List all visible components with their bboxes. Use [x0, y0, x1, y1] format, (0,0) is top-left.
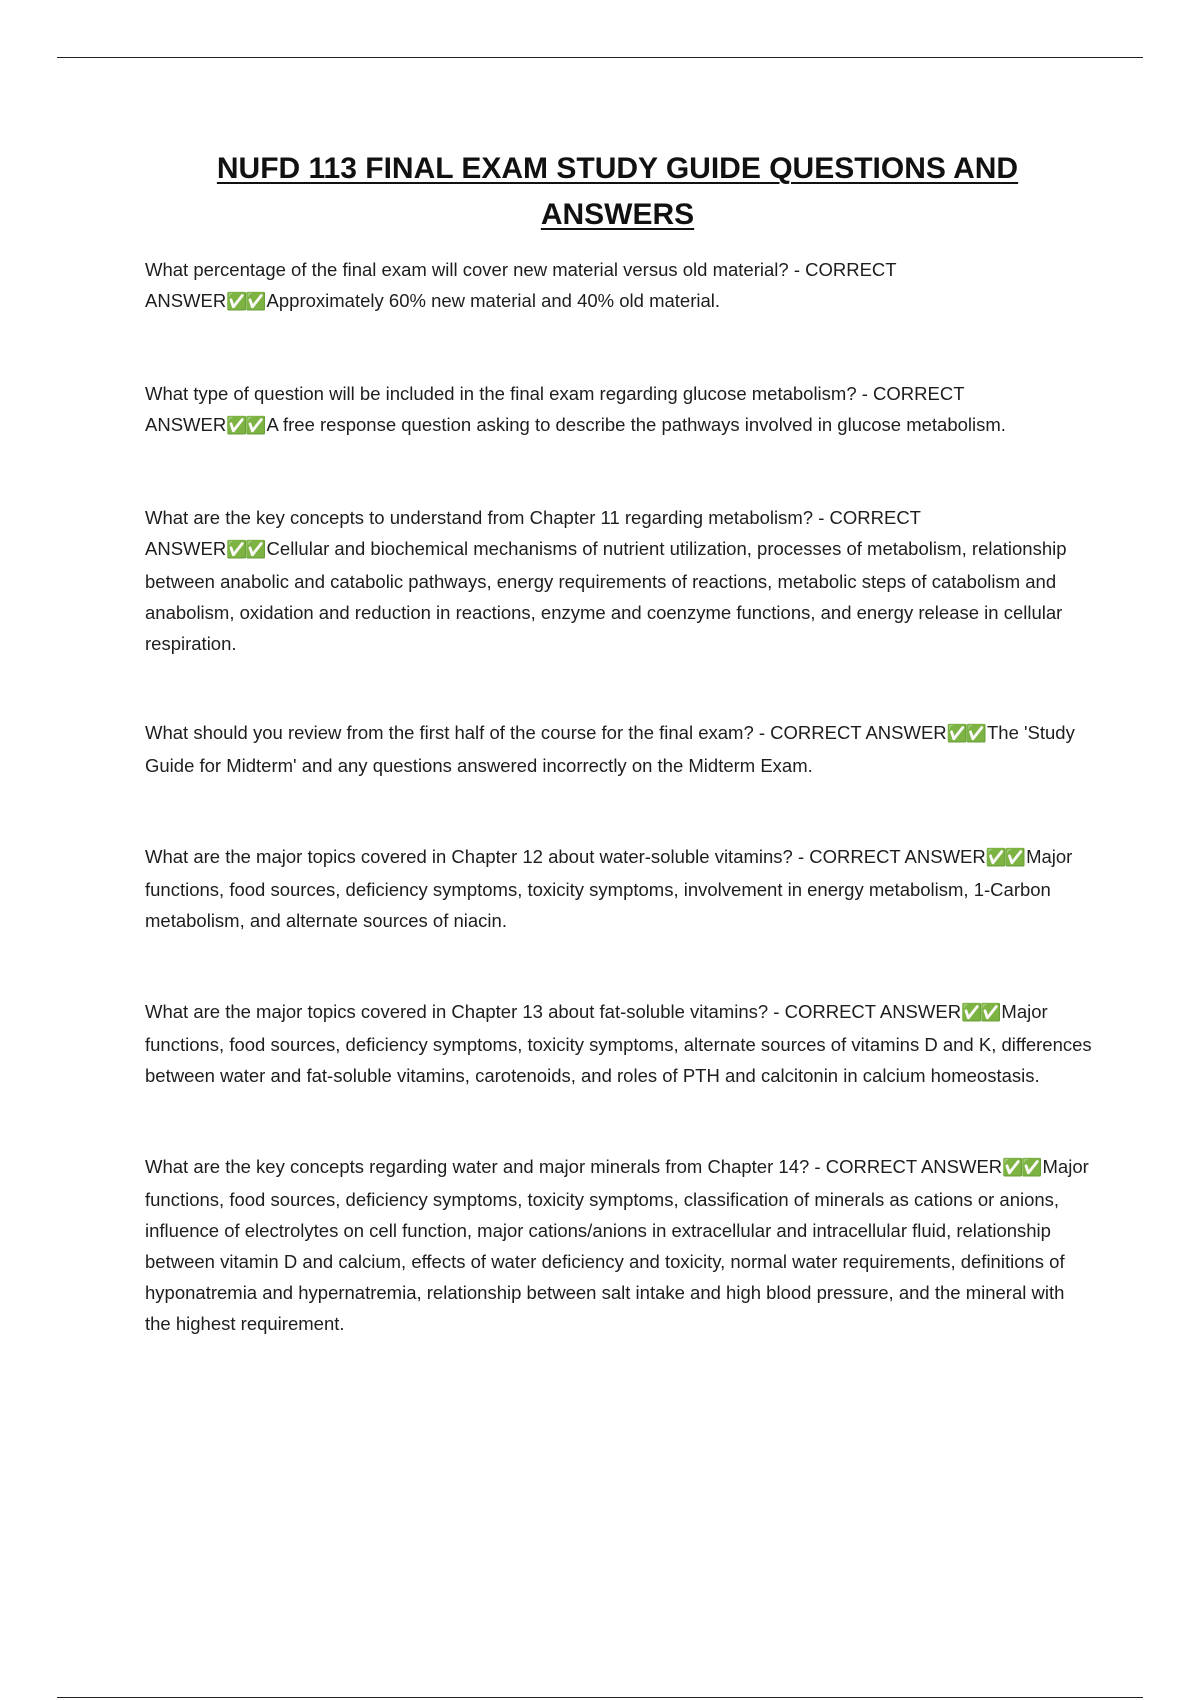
- qa-list: [145, 254, 1095, 1399]
- answer-text: Major functions, food sources, deficiency symptoms, toxicity symptoms, involvement in energy metabolism, 1-Carbon metabolism, and alternate sources of niacin.: [145, 846, 1073, 931]
- bottom-divider: [57, 1697, 1143, 1698]
- answer-text: The 'Study Guide for Midterm' and any questions answered incorrectly on the Midterm Exam.: [145, 722, 1075, 776]
- double-check-icon: ✅✅: [985, 848, 1025, 868]
- answer-label: ANSWER: [865, 722, 947, 743]
- answer-text: Cellular and biochemical mechanisms of nutrient utilization, processes of metabolism, relationship between anabolic and catabolic pathways, energy requirements of reactions, metabolic steps of catabolism and anabolism, oxidation and reduction in reactions, enzyme and coenzyme functions, and energy release in cellular respiration.: [145, 538, 1067, 654]
- double-check-icon: ✅✅: [226, 292, 265, 312]
- question-text: What are the major topics covered in Chapter 13 about fat-soluble vitamins? - CORRECT: [145, 1001, 876, 1022]
- double-check-icon: ✅✅: [946, 724, 985, 744]
- answer-text: Major functions, food sources, deficiency symptoms, toxicity symptoms, alternate sources of vitamins D and K, differences between water and fat-soluble vitamins, carotenoids, and roles of PTH and calcitonin in calcium homeostasis.: [145, 1001, 1092, 1086]
- question-text: What should you review from the first half of the course for the final exam? - CORRECT: [145, 722, 862, 743]
- answer-label: ANSWER: [145, 414, 227, 435]
- answer-label: ANSWER: [904, 846, 986, 867]
- answer-text: A free response question asking to describe the pathways involved in glucose metabolism.: [266, 414, 1006, 435]
- question-text: What type of question will be included in the final exam regarding glucose metabolism? - CORRECT: [145, 383, 965, 404]
- qa-item: [145, 378, 1095, 442]
- qa-item: [145, 254, 1095, 318]
- qa-item: [145, 1151, 1095, 1339]
- answer-text: Approximately 60% new material and 40% old material.: [266, 290, 721, 311]
- top-divider: [57, 57, 1143, 58]
- qa-item: [145, 841, 1095, 936]
- answer-label: ANSWER: [145, 538, 227, 559]
- answer-text: Major functions, food sources, deficiency symptoms, toxicity symptoms, classification of minerals as cations or anions, influence of electrolytes on cell function, major cations/anions in extracellular and intracellular fluid, relationship between vitamin D and calcium, effects of water deficiency and toxicity, normal water requirements, definitions of hyponatremia and hypernatremia, relationship between salt intake and high blood pressure, and the mineral with the highest requirement.: [145, 1156, 1089, 1334]
- question-text: What are the key concepts regarding water and major minerals from Chapter 14? - CORRECT: [145, 1156, 917, 1177]
- qa-item: [145, 502, 1095, 659]
- double-check-icon: ✅✅: [226, 540, 265, 560]
- qa-item: [145, 717, 1095, 781]
- double-check-icon: ✅✅: [1002, 1158, 1041, 1178]
- double-check-icon: ✅✅: [226, 416, 265, 436]
- answer-label: ANSWER: [145, 290, 227, 311]
- page-title: NUFD 113 FINAL EXAM STUDY GUIDE QUESTIONS AND ANSWERS: [216, 152, 1019, 231]
- question-text: What are the major topics covered in Chapter 12 about water-soluble vitamins? - CORRECT: [145, 846, 901, 867]
- question-text: What percentage of the final exam will cover new material versus old material? - CORRECT: [145, 259, 897, 280]
- qa-item: [145, 996, 1095, 1091]
- question-text: What are the key concepts to understand from Chapter 11 regarding metabolism? - CORRECT: [145, 507, 921, 528]
- answer-label: ANSWER: [879, 1001, 962, 1022]
- double-check-icon: ✅✅: [961, 1003, 1000, 1023]
- answer-label: ANSWER: [920, 1156, 1003, 1177]
